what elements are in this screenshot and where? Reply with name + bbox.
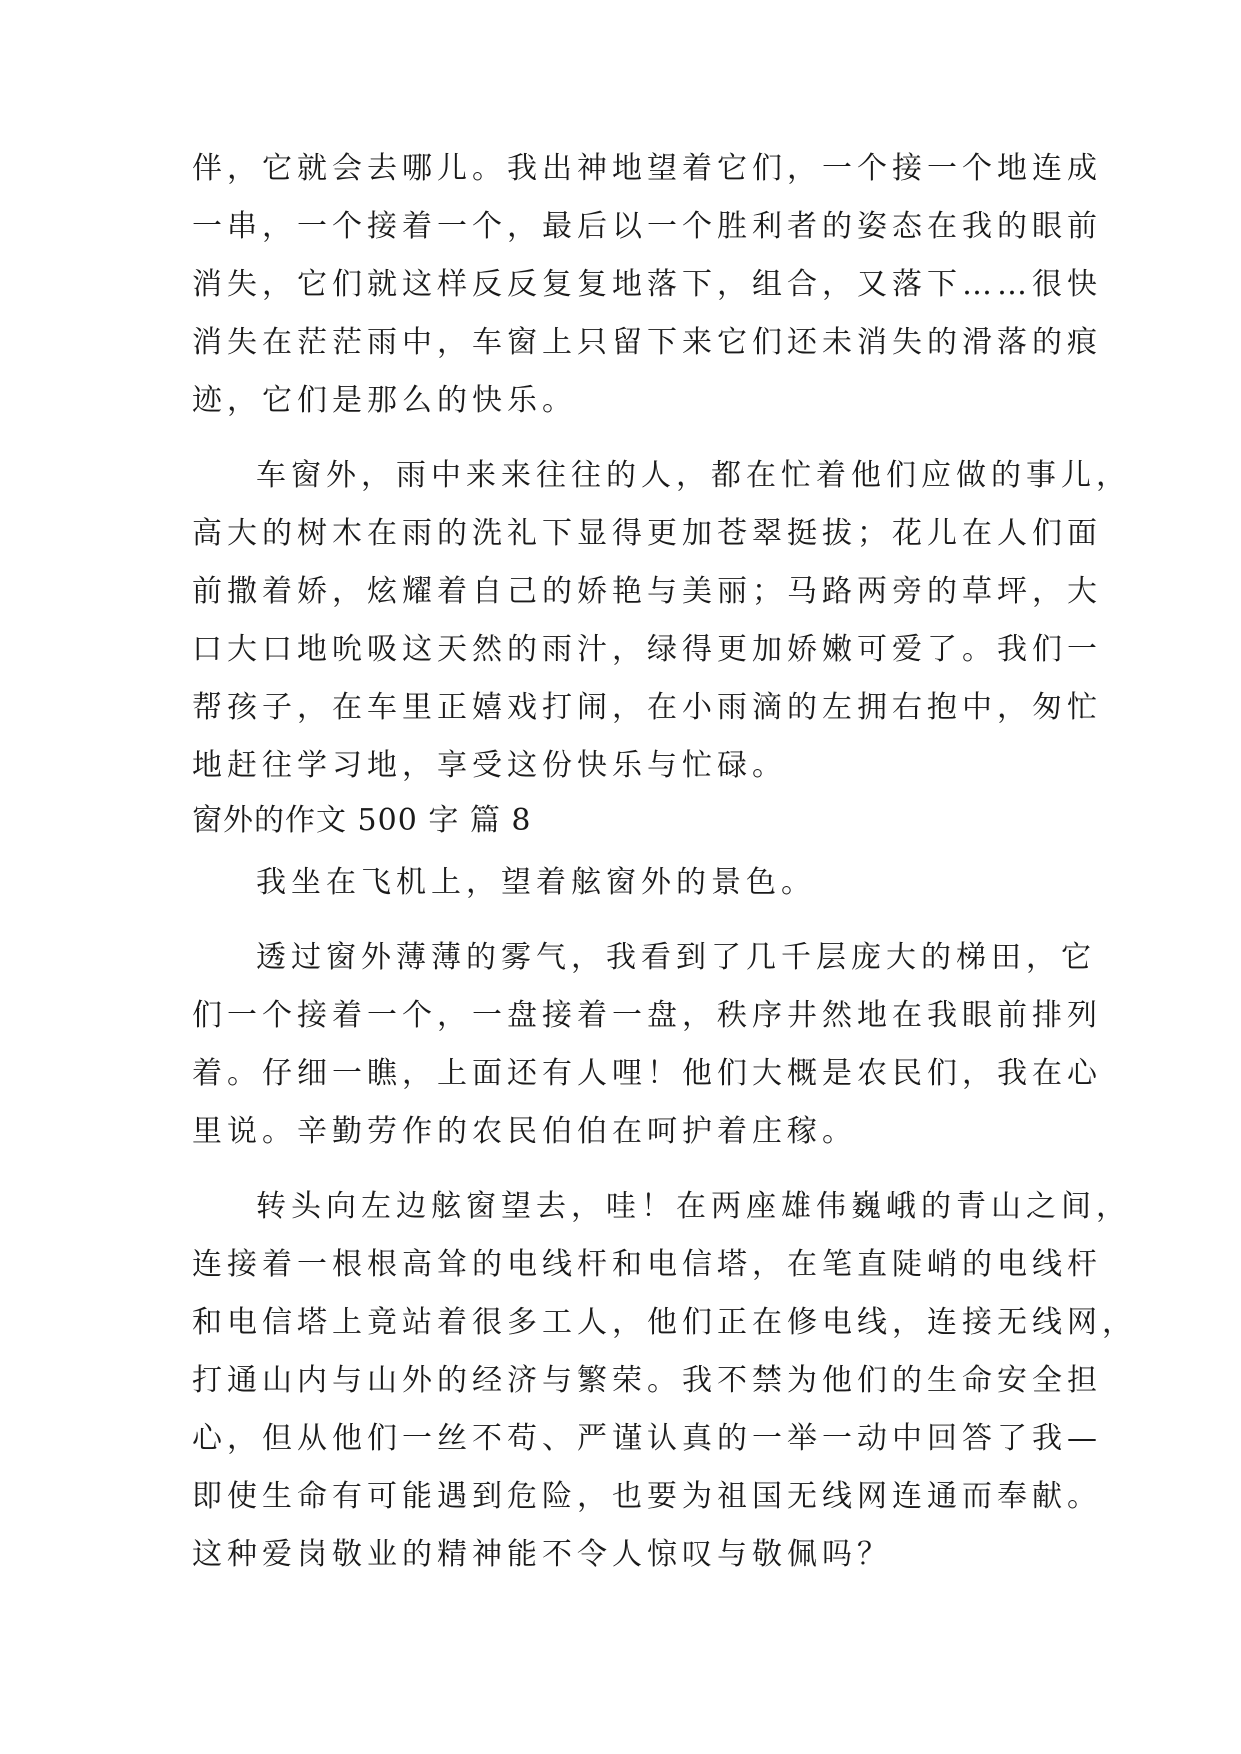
- paragraph-line: 伴，它就会去哪儿。我出神地望着它们，一个接一个地连成: [192, 151, 1102, 186]
- paragraph-line: 这种爱岗敬业的精神能不令人惊叹与敬佩吗？: [192, 1537, 892, 1572]
- paragraph-line: 连接着一根根高耸的电线杆和电信塔，在笔直陡峭的电线杆: [192, 1247, 1102, 1282]
- paragraph-line: 帮孩子，在车里正嬉戏打闹，在小雨滴的左拥右抱中，匆忙: [192, 690, 1102, 725]
- paragraph-line: 口大口地吮吸这天然的雨汁，绿得更加娇嫩可爱了。我们一: [192, 632, 1102, 667]
- paragraph-line: 我坐在飞机上，望着舷窗外的景色。: [256, 865, 816, 900]
- paragraph-line: 转头向左边舷窗望去，哇！在两座雄伟巍峨的青山之间，: [256, 1189, 1131, 1224]
- paragraph-line: 一串，一个接着一个，最后以一个胜利者的姿态在我的眼前: [192, 209, 1102, 244]
- paragraph-line: 消失在茫茫雨中，车窗上只留下来它们还未消失的滑落的痕: [192, 325, 1102, 360]
- paragraph-line: 即使生命有可能遇到危险，也要为祖国无线网连通而奉献。: [192, 1479, 1102, 1514]
- paragraph-line: 车窗外，雨中来来往往的人，都在忙着他们应做的事儿，: [256, 458, 1131, 493]
- paragraph-line: 地赶往学习地，享受这份快乐与忙碌。: [192, 748, 787, 783]
- paragraph-line: 着。仔细一瞧，上面还有人哩！他们大概是农民们，我在心: [192, 1056, 1102, 1091]
- paragraph-line: 透过窗外薄薄的雾气，我看到了几千层庞大的梯田，它: [256, 940, 1096, 975]
- paragraph-line: 里说。辛勤劳作的农民伯伯在呵护着庄稼。: [192, 1114, 857, 1149]
- paragraph-line: 消失，它们就这样反反复复地落下，组合，又落下……很快: [192, 267, 1102, 302]
- paragraph-line: 高大的树木在雨的洗礼下显得更加苍翠挺拔；花儿在人们面: [192, 516, 1102, 551]
- section-heading: 窗外的作文 500 字 篇 8: [192, 803, 532, 838]
- paragraph-line: 心，但从他们一丝不苟、严谨认真的一举一动中回答了我—: [192, 1421, 1102, 1456]
- paragraph-line: 迹，它们是那么的快乐。: [192, 383, 577, 418]
- paragraph-line: 前撒着娇，炫耀着自己的娇艳与美丽；马路两旁的草坪，大: [192, 574, 1102, 609]
- paragraph-line: 打通山内与山外的经济与繁荣。我不禁为他们的生命安全担: [192, 1363, 1102, 1398]
- paragraph-line: 和电信塔上竟站着很多工人，他们正在修电线，连接无线网，: [192, 1305, 1137, 1340]
- paragraph-line: 们一个接着一个，一盘接着一盘，秩序井然地在我眼前排列: [192, 998, 1102, 1033]
